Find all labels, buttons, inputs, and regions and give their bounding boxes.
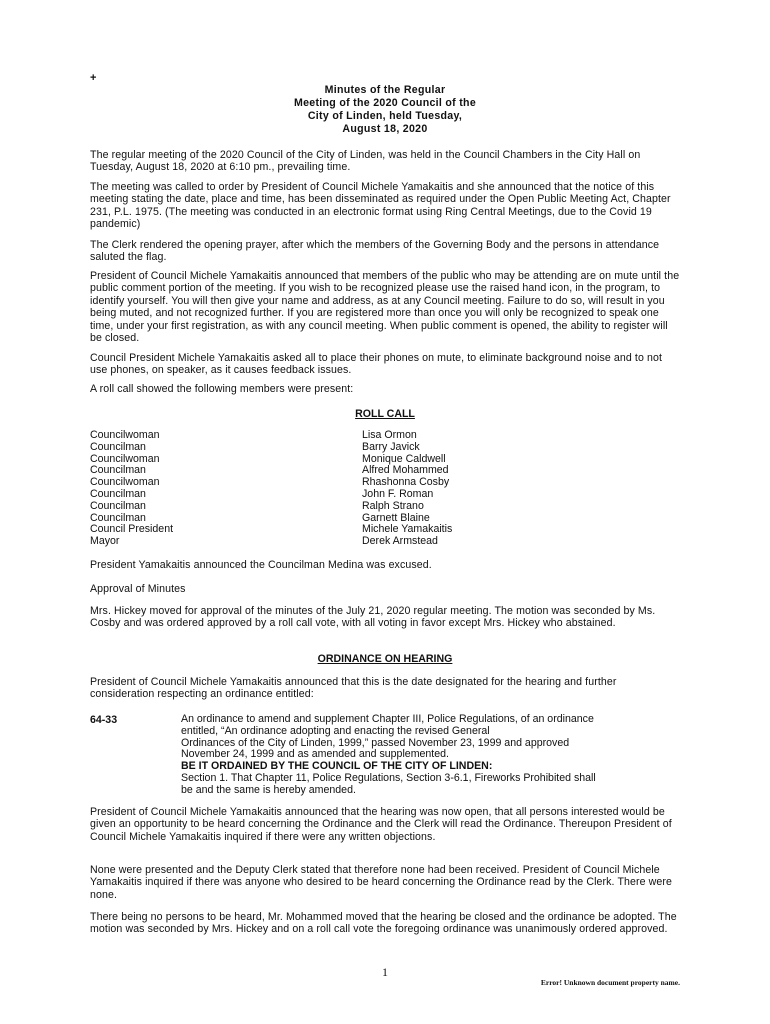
- ordinance-line: be and the same is hereby amended.: [181, 783, 356, 796]
- ordinance-number: 64-33: [90, 714, 118, 726]
- member-name: Barry Javick: [362, 440, 420, 453]
- paragraph-roll-intro: A roll call showed the following members were present:: [90, 383, 354, 395]
- roll-call-row: [90, 501, 690, 513]
- ordinance-text: [181, 714, 681, 797]
- title-line: Meeting of the 2020 Council of the: [293, 97, 477, 109]
- paragraph-minutes-motion: Mrs. Hickey moved for approval of the minutes of the July 21, 2020 regular meeting. The motion was seconded by Ms. Cosby and was ordered approved by a roll call vote, with all voting in favor except Mrs. Hickey who abstained.: [90, 605, 656, 630]
- paragraph-hearing-closed: There being no persons to be heard, Mr. Mohammed moved that the hearing be closed and the ordinance be adopted. The motion was seconded by Mrs. Hickey and on a roll call vote the foregoing ordinance was unanimously ordered approved.: [90, 911, 677, 936]
- title-line: City of Linden, held Tuesday,: [307, 110, 463, 122]
- member-title: Councilwoman: [90, 452, 160, 465]
- roll-call-row: [90, 489, 690, 501]
- member-name: Ralph Strano: [362, 499, 424, 512]
- member-title: Mayor: [90, 535, 120, 548]
- ordinance-line: entitled, “An ordinance adopting and enacting the revised General: [181, 724, 490, 737]
- page-number: 1: [382, 965, 388, 979]
- member-name: Alfred Mohammed: [362, 464, 449, 477]
- ordinance-heading: ORDINANCE ON HEARING: [317, 653, 453, 665]
- member-name: John F. Roman: [362, 487, 434, 500]
- ordinance-line: Section 1. That Chapter 11, Police Regulations, Section 3-6.1, Fireworks Prohibited shall: [181, 771, 596, 784]
- member-name: Lisa Ormon: [362, 429, 417, 441]
- member-title: Council President: [90, 523, 174, 536]
- roll-call-heading: ROLL CALL: [355, 408, 415, 420]
- paragraph-none-presented: None were presented and the Deputy Clerk stated that therefore none had been received. President of Council Michele Yamakaitis inquired if there was anyone who desired to be heard concerning the Ordinance read by the Clerk. There were none.: [90, 864, 673, 901]
- roll-call-row: [90, 536, 690, 548]
- ordinance-line: November 24, 1999 and as amended and supplemented.: [181, 748, 449, 761]
- member-title: Councilman: [90, 487, 146, 500]
- member-title: Councilwoman: [90, 429, 160, 441]
- paragraph-public-mute: President of Council Michele Yamakaitis announced that members of the public who may be attending are on mute until the public comment portion of the meeting. If you wish to be recognized please use the raised hand icon, in the program, to identify yourself. You will then give your name and address, as at any Council meeting. Failure to do so, will result in you being muted, and not recognized further. If you are registered more than once you will only be recognized to speak one time, under your first registration, as with any council meeting. When public comment is opened, the ability to register will be closed.: [90, 270, 680, 345]
- paragraph-hearing-open: President of Council Michele Yamakaitis announced that the hearing was now open, that all persons interested would be given an opportunity to be heard concerning the Ordinance and the Clerk will read the Ordinance. Thereupon President of Council Michele Yamakaitis inquired if there were any written objections.: [90, 806, 672, 843]
- member-title: Councilwoman: [90, 476, 160, 489]
- paragraph-prayer: The Clerk rendered the opening prayer, after which the members of the Governing Body and the persons in attendance saluted the flag.: [90, 239, 660, 264]
- member-title: Councilman: [90, 499, 146, 512]
- paragraph-excused: President Yamakaitis announced the Councilman Medina was excused.: [90, 559, 432, 571]
- paragraph-call-to-order: The meeting was called to order by President of Council Michele Yamakaitis and she announced that the notice of this meeting stating the date, place and time, has been disseminated as required under the Open Public Meeting Act, Chapter 231, P.L. 1975. (The meeting was conducted in an electronic format using Ring Central Meetings, due to the Covid 19 pandemic): [90, 181, 671, 231]
- title-line: Minutes of the Regular: [324, 84, 446, 96]
- roll-call-list: [90, 430, 690, 548]
- member-title: Councilman: [90, 440, 146, 453]
- ordinance-line: An ordinance to amend and supplement Chapter III, Police Regulations, of an ordinance: [181, 713, 594, 725]
- paragraph-phones: Council President Michele Yamakaitis asked all to place their phones on mute, to eliminate background noise and to not use phones, on speaker, as it causes feedback issues.: [90, 352, 663, 377]
- roll-call-row: [90, 442, 690, 454]
- title-line: August 18, 2020: [342, 123, 428, 135]
- footer-property-error: Error! Unknown document property name.: [540, 978, 680, 987]
- paragraph-opening: The regular meeting of the 2020 Council of the City of Linden, was held in the Council Chambers in the City Hall on Tuesday, August 18, 2020 at 6:10 pm., prevailing time.: [90, 149, 641, 174]
- member-name: Monique Caldwell: [362, 452, 446, 465]
- member-title: Councilman: [90, 464, 146, 477]
- document-title: [0, 84, 770, 136]
- plus-marker: +: [90, 72, 97, 84]
- paragraph-approval-heading: Approval of Minutes: [90, 583, 186, 595]
- ordinance-line: Ordinances of the City of Linden, 1999,” passed November 23, 1999 and approved: [181, 736, 570, 749]
- member-title: Councilman: [90, 511, 146, 524]
- member-name: Derek Armstead: [362, 535, 438, 548]
- paragraph-ordinance-intro: President of Council Michele Yamakaitis announced that this is the date designated for the hearing and further consideration respecting an ordinance entitled:: [90, 676, 617, 701]
- member-name: Michele Yamakaitis: [362, 523, 453, 536]
- member-name: Garnett Blaine: [362, 511, 430, 524]
- member-name: Rhashonna Cosby: [362, 476, 450, 489]
- ordinance-ordained-line: BE IT ORDAINED BY THE COUNCIL OF THE CITY OF LINDEN:: [181, 760, 493, 773]
